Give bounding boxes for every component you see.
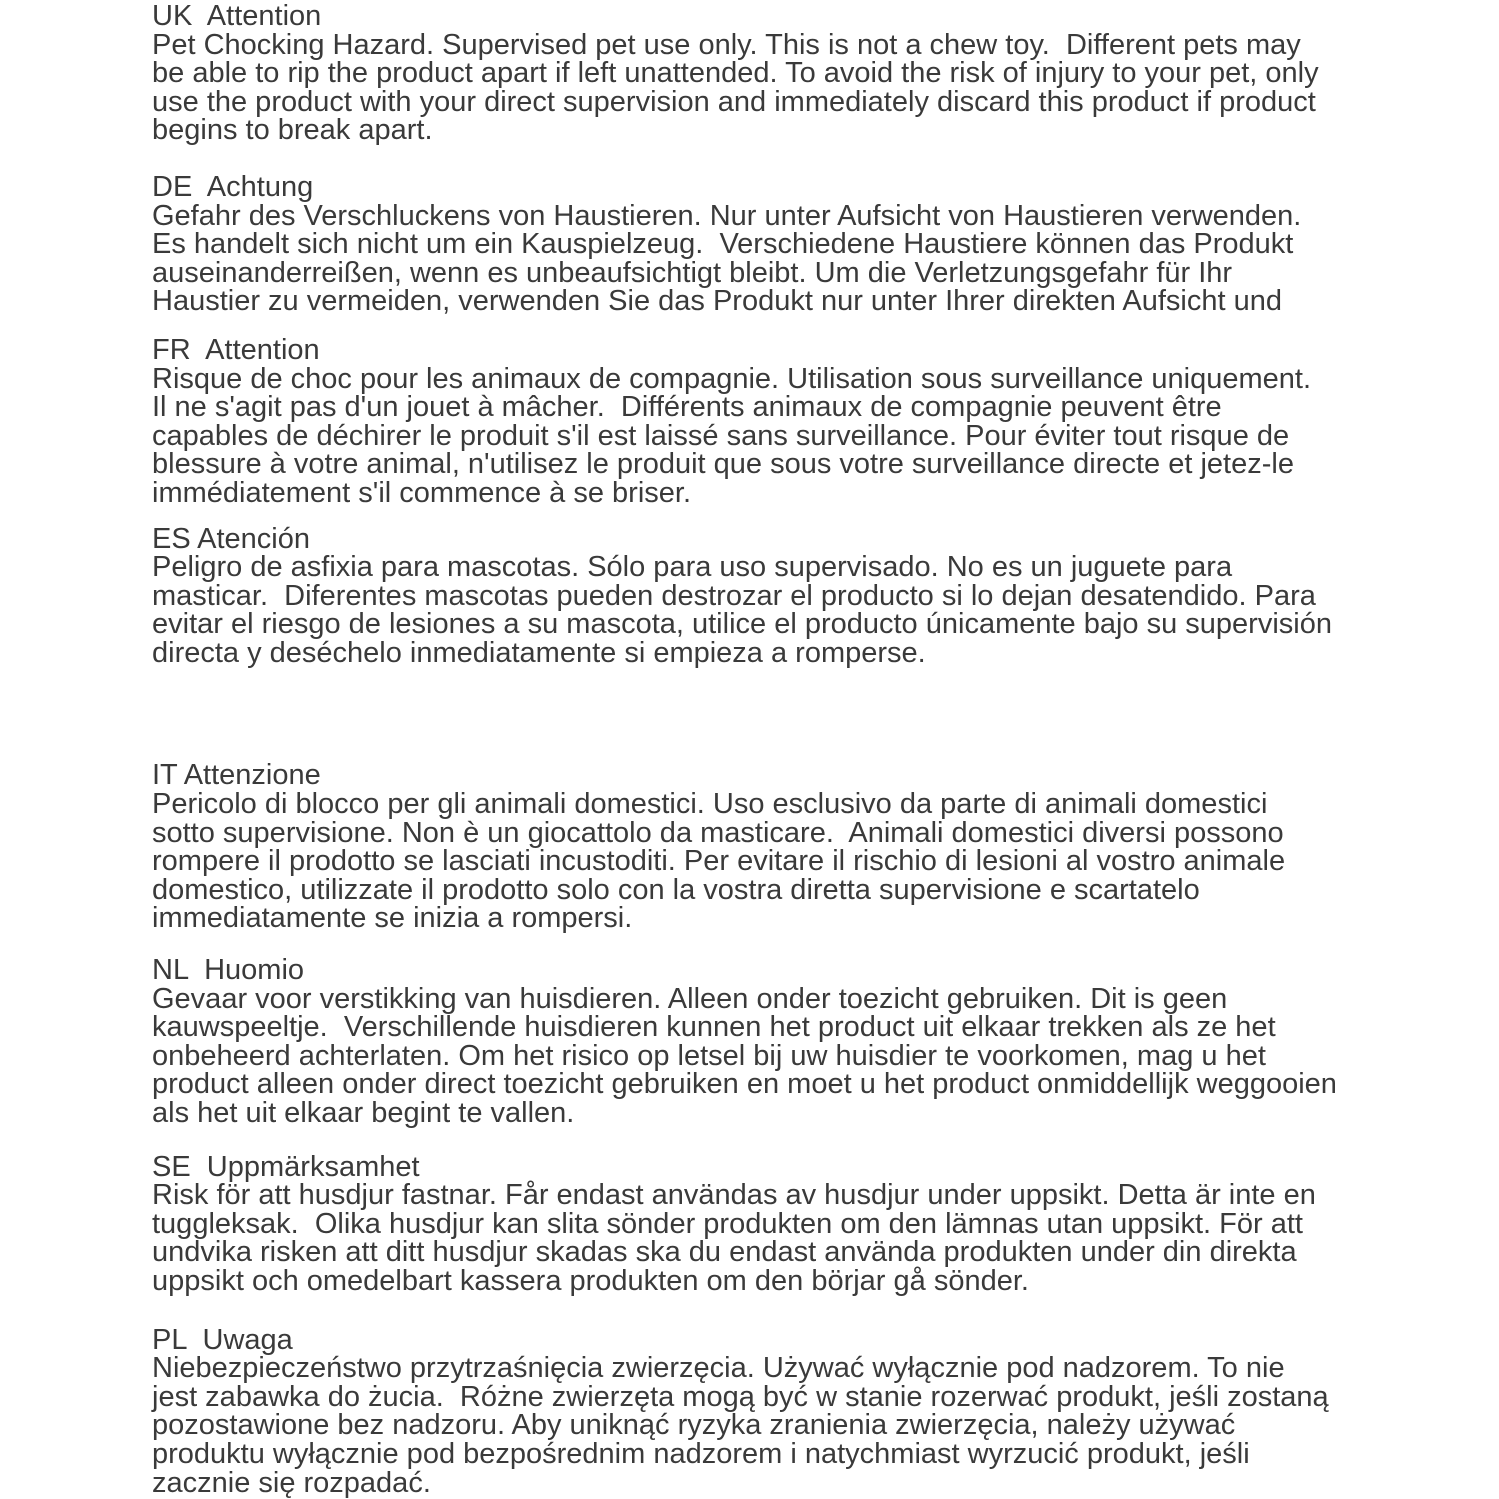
section-heading: PL Uwaga — [152, 1323, 293, 1356]
text-line: Pericolo di blocco per gli animali domestici. Uso esclusivo da parte di animali domestici — [152, 788, 1268, 821]
section-heading: FR Attention — [152, 333, 320, 366]
section-heading: ES Atención — [152, 522, 310, 555]
text-line: onbeheerd achterlaten. Om het risico op letsel bij uw huisdier te voorkomen, mag u het — [152, 1039, 1266, 1072]
text-line: zacznie się rozpadać. — [152, 1466, 431, 1499]
warning-section-de — [152, 170, 1439, 318]
text-line: directa y deséchelo inmediatamente si empieza a romperse. — [152, 636, 926, 669]
text-line: domestico, utilizzate il prodotto solo con la vostra diretta supervisione e scartatelo — [152, 873, 1200, 906]
text-line: be able to rip the product apart if left unattended. To avoid the risk of injury to your pet, only — [152, 57, 1319, 90]
warning-section-it — [152, 761, 1439, 933]
text-line: Haustier zu vermeiden, verwenden Sie das Produkt nur unter Ihrer direkten Aufsicht und — [152, 285, 1282, 318]
section-body — [152, 982, 1439, 1129]
text-line: blessure à votre animal, n'utilisez le produit que sous votre surveillance directe et jetez-le — [152, 448, 1294, 481]
text-line: Risque de choc pour les animaux de compagnie. Utilisation sous surveillance uniquement. — [152, 362, 1312, 395]
section-heading: SE Uppmärksamhet — [152, 1150, 420, 1183]
section-body — [152, 1354, 1439, 1497]
section-heading: NL Huomio — [152, 954, 305, 987]
text-line: immédiatement s'il commence à se briser. — [152, 476, 692, 509]
section-body — [152, 553, 1439, 667]
warning-section-uk — [152, 2, 1439, 145]
text-line: produktu wyłącznie pod bezpośrednim nadzorem i natychmiast wyrzucić produkt, jeśli — [152, 1437, 1250, 1470]
text-line: Es handelt sich nicht um ein Kauspielzeug. Verschiedene Haustiere können das Produkt — [152, 228, 1294, 261]
text-line: tuggleksak. Olika husdjur kan slita sönder produkten om den lämnas utan uppsikt. För att — [152, 1207, 1303, 1240]
text-line: capables de déchirer le produit s'il est laissé sans surveillance. Pour éviter tout risque de — [152, 419, 1290, 452]
warning-section-nl — [152, 956, 1439, 1128]
text-line: masticar. Diferentes mascotas pueden destrozar el producto si lo dejan desatendido. Para — [152, 579, 1316, 612]
text-line: auseinanderreißen, wenn es unbeaufsichtigt bleibt. Um die Verletzungsgefahr für Ihr — [152, 256, 1233, 289]
text-line: begins to break apart. — [152, 114, 433, 147]
text-line: als het uit elkaar begint te vallen. — [152, 1097, 575, 1129]
section-heading: IT Attenzione — [152, 759, 321, 792]
warning-section-se — [152, 1150, 1439, 1297]
text-line: kauwspeeltje. Verschillende huisdieren kunnen het product uit elkaar trekken als ze het — [152, 1011, 1276, 1044]
warning-section-fr — [152, 333, 1439, 509]
section-body — [152, 199, 1439, 318]
text-line: Pet Chocking Hazard. Supervised pet use only. This is not a chew toy. Different pets may — [152, 28, 1301, 61]
text-line: Gefahr des Verschluckens von Haustieren. Nur unter Aufsicht von Haustieren verwenden. — [152, 199, 1302, 232]
text-line: undvika risken att ditt husdjur skadas ska du endast använda produkten under din direkta — [152, 1236, 1297, 1269]
text-line: Il ne s'agit pas d'un jouet à mâcher. Différents animaux de compagnie peuvent être — [152, 391, 1222, 424]
text-line: Niebezpieczeństwo przytrzaśnięcia zwierzęcia. Używać wyłącznie pod nadzorem. To nie — [152, 1352, 1285, 1385]
text-line: Peligro de asfixia para mascotas. Sólo para uso supervisado. No es un juguete para — [152, 551, 1233, 584]
section-body — [152, 362, 1439, 509]
text-line: pozostawione bez nadzoru. Aby uniknąć ryzyka zranienia zwierzęcia, należy używać — [152, 1409, 1236, 1442]
text-line: product alleen onder direct toezicht gebruiken en moet u het product onmiddellijk weggooien — [152, 1068, 1337, 1101]
warning-section-pl — [152, 1323, 1439, 1499]
text-line: jest zabawka do żucia. Różne zwierzęta mogą być w stanie rozerwać produkt, jeśli zostaną — [152, 1380, 1329, 1413]
text-line: use the product with your direct supervision and immediately discard this product if product — [152, 85, 1316, 118]
section-body — [152, 790, 1439, 933]
section-heading: UK Attention — [152, 0, 322, 32]
text-line: sotto supervisione. Non è un giocattolo da masticare. Animali domestici diversi possono — [152, 816, 1284, 849]
section-body — [152, 1181, 1439, 1295]
warning-section-es — [152, 522, 1439, 669]
section-heading: DE Achtung — [152, 170, 314, 203]
text-line: rompere il prodotto se lasciati incustoditi. Per evitare il rischio di lesioni al vostro animale — [152, 845, 1286, 878]
text-line: Gevaar voor verstikking van huisdieren. Alleen onder toezicht gebruiken. Dit is geen — [152, 982, 1228, 1015]
section-body — [152, 28, 1439, 147]
text-line: evitar el riesgo de lesiones a su mascota, utilice el producto únicamente bajo su supervisión — [152, 608, 1332, 641]
text-line: Risk för att husdjur fastnar. Får endast användas av husdjur under uppsikt. Detta är inte en — [152, 1179, 1316, 1212]
text-line: uppsikt och omedelbart kassera produkten om den börjar gå sönder. — [152, 1264, 1029, 1297]
text-line: immediatamente se inizia a rompersi. — [152, 902, 633, 935]
